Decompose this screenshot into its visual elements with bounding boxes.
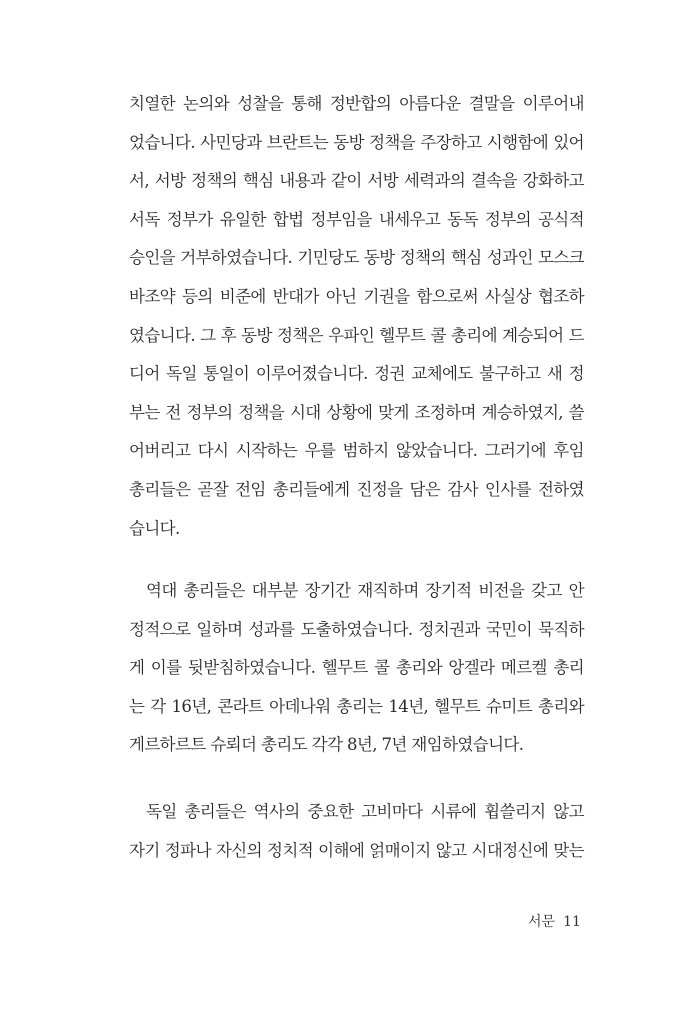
text-line: 었습니다. 사민당과 브란트는 동방 정책을 주장하고 시행함에 있어 xyxy=(129,132,584,152)
page-footer xyxy=(528,912,581,932)
text-line: 게르하르트 슈뢰더 총리도 각각 8년, 7년 재임하였습니다. xyxy=(129,735,524,755)
text-line: 치열한 논의와 성찰을 통해 정반합의 아름다운 결말을 이루어내 xyxy=(129,94,584,113)
text-line: 서독 정부가 유일한 합법 정부임을 내세우고 동독 정부의 공식적 xyxy=(129,209,584,229)
text-line: 였습니다. 그 후 동방 정책은 우파인 헬무트 콜 총리에 계승되어 드 xyxy=(129,325,584,345)
text-line: 서, 서방 정책의 핵심 내용과 같이 서방 세력과의 결속을 강화하고 xyxy=(129,171,584,191)
text-line: 승인을 거부하였습니다. 기민당도 동방 정책의 핵심 성과인 모스크 xyxy=(129,248,584,268)
text-line: 자기 정파나 자신의 정치적 이해에 얽매이지 않고 시대정신에 맞는 xyxy=(129,840,584,860)
text-line: 디어 독일 통일이 이루어졌습니다. 정권 교체에도 불구하고 새 정 xyxy=(129,364,584,384)
text-line: 독일 총리들은 역사의 중요한 고비마다 시류에 휩쓸리지 않고 xyxy=(146,802,584,821)
text-line: 게 이를 뒷받침하였습니다. 헬무트 콜 총리와 앙겔라 메르켈 총리 xyxy=(129,658,584,678)
text-line: 어버리고 다시 시작하는 우를 범하지 않았습니다. 그러기에 후임 xyxy=(129,441,584,461)
text-line: 정적으로 일하며 성과를 도출하였습니다. 정치권과 국민이 묵직하 xyxy=(129,619,584,639)
text-line: 총리들은 곧잘 전임 총리들에게 진정을 담은 감사 인사를 전하였 xyxy=(129,480,584,499)
page-number: 11 xyxy=(563,914,581,930)
text-line: 는 각 16년, 콘라트 아데나워 총리는 14년, 헬무트 슈미트 총리와 xyxy=(129,696,584,716)
text-line: 습니다. xyxy=(129,518,180,538)
text-line: 역대 총리들은 대부분 장기간 재직하며 장기적 비전을 갖고 안 xyxy=(146,581,584,600)
text-line: 부는 전 정부의 정책을 시대 상황에 맞게 조정하며 계승하였지, 쓸 xyxy=(129,402,584,422)
text-line: 바조약 등의 비준에 반대가 아닌 기권을 함으로써 사실상 협조하 xyxy=(129,287,584,306)
section-title: 서문 xyxy=(528,914,556,930)
